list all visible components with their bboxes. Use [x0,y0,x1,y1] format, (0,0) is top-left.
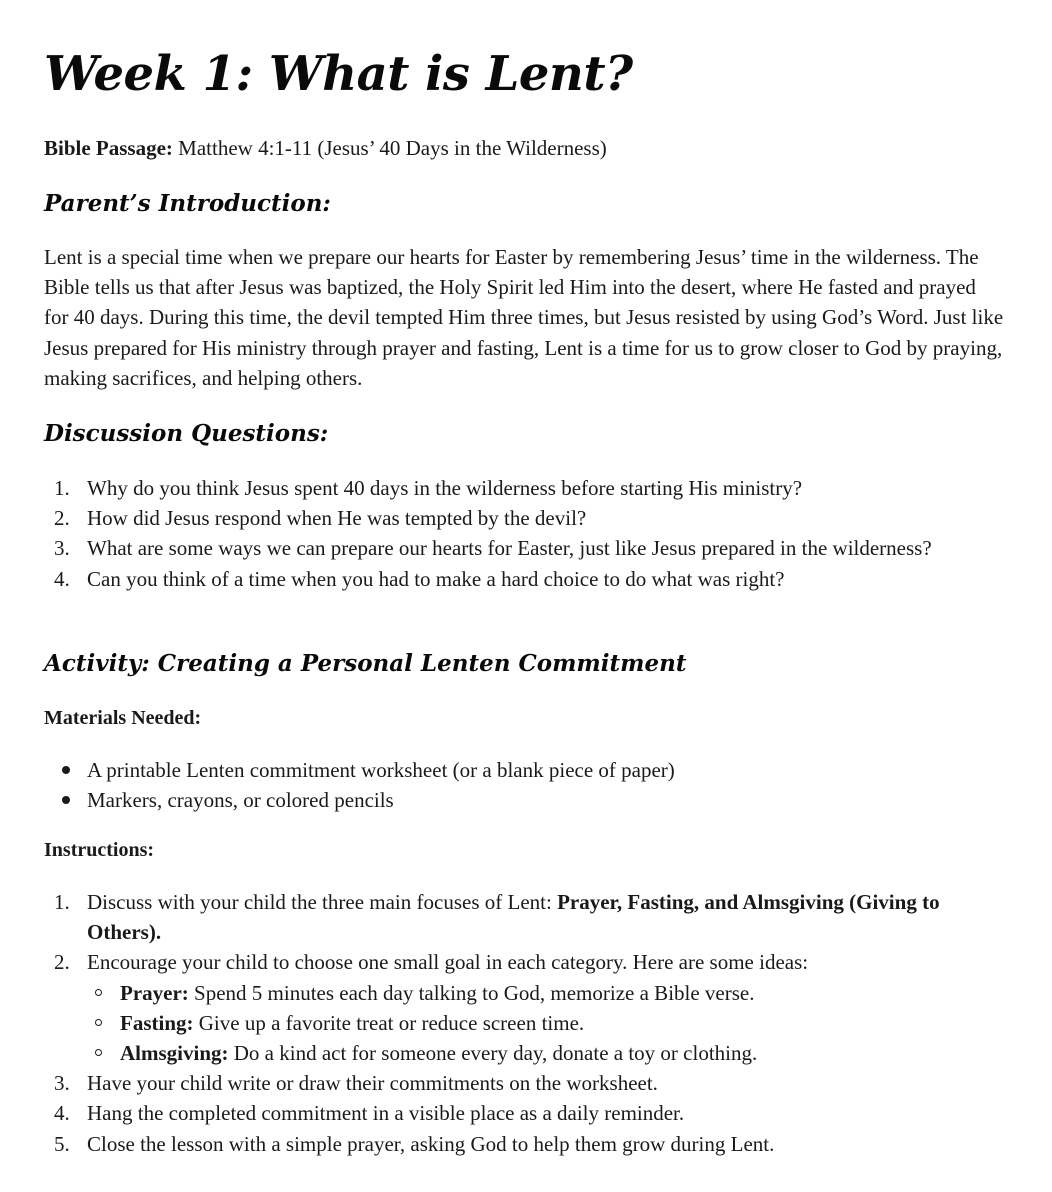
material-text: A printable Lenten commitment worksheet (or a blank piece of paper) [87,758,675,782]
list-item [44,533,1014,563]
question-text: Can you think of a time when you had to make a hard choice to do what was right? [87,566,785,591]
idea-text: Spend 5 minutes each day talking to God, memorize a Bible verse. [188,980,755,1005]
list-item [44,785,1014,815]
question-text: Why do you think Jesus spent 40 days in the wilderness before starting His ministry? [87,476,803,500]
parents-intro-body: Lent is a special time when we prepare our hearts for Easter by remembering Jesus’ time in the wilderness. The Bible tells us that after Jesus was baptized, the Holy Spirit led Him into the desert, where He fasted and prayed for 40 days. During this time, the devil tempted Him three times, but Jesus resisted by using God’s Word. Just like Jesus prepared for His ministry through prayer and fasting, Lent is a time for us to grow closer to God by praying, making sacrifices, and helping others. [44,245,1004,390]
bible-passage-text: Matthew 4:1-11 (Jesus’ 40 Days in the Wilderness) [172,136,607,160]
instructions-list [44,887,1014,1159]
step-text: Discuss with your child the three main focuses of Lent: [87,890,558,914]
materials-list [44,755,1014,815]
question-text: How did Jesus respond when He was tempted by the devil? [87,506,587,531]
list-item [44,1129,1014,1159]
bullet-icon [62,766,70,774]
list-number: 2. [54,950,70,975]
materials-label: Materials Needed: [44,707,202,729]
circle-bullet-icon [95,989,102,996]
ideas-list [87,978,1014,1069]
parents-intro-heading: Parent’s Introduction: [44,190,331,217]
list-item [44,473,1014,503]
list-item [44,1098,1014,1128]
idea-label: Prayer: [120,980,189,1005]
list-item [44,503,1014,533]
list-item [44,564,1014,594]
step-emphasis: Prayer, Fasting, and Almsgiving (Giving to Others). [87,890,940,945]
idea-text: Give up a favorite treat or reduce screen time. [193,1010,585,1035]
list-number: 2. [54,506,70,531]
idea-text: Do a kind act for someone every day, donate a toy or clothing. [228,1041,758,1066]
list-item [44,755,1014,785]
list-number: 4. [54,1101,70,1126]
list-item [87,978,1014,1008]
list-item [87,1008,1014,1038]
circle-bullet-icon [95,1049,102,1056]
discussion-questions-list [44,473,1014,594]
activity-heading: Activity: Creating a Personal Lenten Commitment [44,650,687,677]
circle-bullet-icon [95,1019,102,1026]
step-text: Have your child write or draw their commitments on the worksheet. [87,1071,658,1096]
bullet-icon [62,796,70,804]
list-item [44,947,1014,1068]
bible-passage-label: Bible Passage: [44,136,173,160]
instructions-label: Instructions: [44,839,155,861]
list-number: 5. [54,1131,70,1156]
step-text: Close the lesson with a simple prayer, asking God to help them grow during Lent. [87,1131,775,1156]
discussion-heading: Discussion Questions: [44,420,329,447]
page-title: Week 1: What is Lent? [44,46,633,102]
list-number: 1. [54,890,70,914]
list-number: 3. [54,1071,70,1096]
list-item [87,1038,1014,1068]
list-number: 3. [54,536,70,561]
list-number: 1. [54,476,70,500]
list-item [44,1068,1014,1098]
list-item [44,887,1014,947]
step-text: Hang the completed commitment in a visible place as a daily reminder. [87,1101,685,1126]
list-number: 4. [54,566,70,591]
idea-label: Fasting: [120,1010,194,1035]
material-text: Markers, crayons, or colored pencils [87,788,394,813]
bible-passage [44,133,607,163]
idea-label: Almsgiving: [120,1041,229,1066]
step-text: Encourage your child to choose one small goal in each category. Here are some ideas: [87,950,809,975]
question-text: What are some ways we can prepare our hearts for Easter, just like Jesus prepared in the wilderness? [87,536,932,561]
